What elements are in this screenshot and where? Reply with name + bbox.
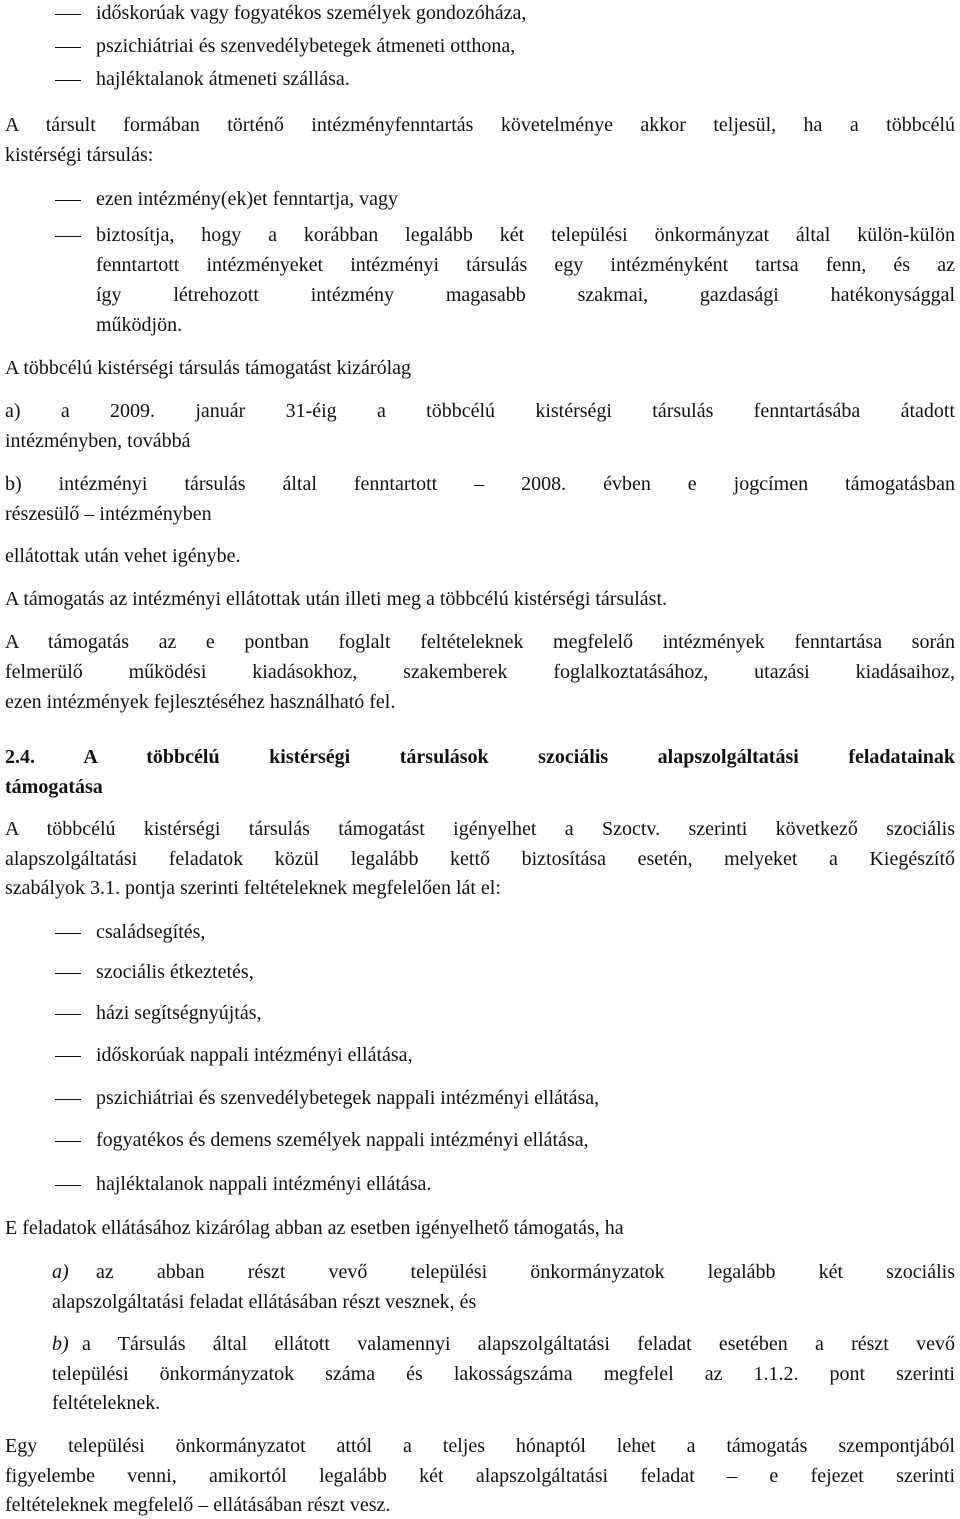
paragraph-line: Egy települési önkormányzatot attól a teljes hónaptól lehet a támogatás szempontjából: [5, 1435, 955, 1457]
list-item-line: működjön.: [96, 314, 183, 336]
condition-line: alapszolgáltatási feladat ellátásában részt vesznek, és: [52, 1291, 477, 1313]
condition-line: települési önkormányzatok száma és lakosságszáma megfelel az 1.1.2. pont szerinti: [52, 1363, 955, 1385]
item-b-line: részesülő – intézményben: [5, 503, 212, 525]
paragraph-line: A támogatás az e pontban foglalt feltételeknek megfelelő intézmények fenntartása során: [5, 631, 955, 653]
paragraph-line: feltételeknek megfelelő – ellátásában részt vesz.: [5, 1494, 391, 1516]
heading-line: 2.4. A többcélú kistérségi társulások szociális alapszolgáltatási feladatainak: [5, 746, 955, 768]
condition-marker: a): [52, 1261, 69, 1283]
dash-bullet: [55, 1099, 81, 1100]
condition-marker: b): [52, 1333, 69, 1355]
item-b-line: b) intézményi társulás által fenntartott – 2008. évben e jogcímen támogatásban: [5, 473, 955, 495]
paragraph-line: A támogatás az intézményi ellátottak után illeti meg a többcélú kistérségi társulást.: [5, 588, 668, 610]
list-item: szociális étkeztetés,: [96, 961, 254, 983]
dash-bullet: [55, 1014, 81, 1015]
list-item: időskorúak nappali intézményi ellátása,: [96, 1044, 413, 1066]
condition-line: feltételeknek.: [52, 1392, 161, 1414]
list-item-line: biztosítja, hogy a korábban legalább két települési önkormányzat által külön-külön: [96, 224, 955, 246]
dash-bullet: [55, 973, 81, 974]
paragraph-line: A többcélú kistérségi társulás támogatást igényelhet a Szoctv. szerinti következő szociális: [5, 818, 955, 840]
paragraph-line: E feladatok ellátásához kizárólag abban az esetben igényelhető támogatás, ha: [5, 1217, 624, 1239]
dash-bullet: [55, 236, 81, 237]
dash-bullet: [55, 1185, 81, 1186]
item-a-line: intézményben, továbbá: [5, 430, 191, 452]
list-item: időskorúak vagy fogyatékos személyek gondozóháza,: [96, 2, 527, 24]
list-item-line: fenntartott intézményeket intézményi társulás egy intézményként tartsa fenn, és az: [96, 254, 955, 276]
item-a-line: a) a 2009. január 31-éig a többcélú kistérségi társulás fenntartásába átadott: [5, 400, 955, 422]
list-item-line: így létrehozott intézmény magasabb szakmai, gazdasági hatékonysággal: [96, 284, 955, 306]
paragraph-line: felmerülő működési kiadásokhoz, szakemberek foglalkoztatásához, utazási kiadásaihoz,: [5, 661, 955, 683]
list-item: pszichiátriai és szenvedélybetegek átmeneti otthona,: [96, 35, 516, 57]
paragraph-line: szabályok 3.1. pontja szerinti feltételeknek megfelelően lát el:: [5, 877, 501, 899]
paragraph-line: ellátottak után vehet igénybe.: [5, 545, 241, 567]
condition-line: az abban részt vevő települési önkormányzatok legalább két szociális: [96, 1261, 955, 1283]
list-item: házi segítségnyújtás,: [96, 1002, 262, 1024]
dash-bullet: [55, 47, 81, 48]
list-item: hajléktalanok nappali intézményi ellátása.: [96, 1173, 432, 1195]
paragraph-line: alapszolgáltatási feladatok közül legalább kettő biztosítása esetén, melyeket a Kiegészítő: [5, 848, 955, 870]
paragraph-line: figyelembe venni, amikortól legalább két alapszolgáltatási feladat – e fejezet szerinti: [5, 1465, 955, 1487]
dash-bullet: [55, 1056, 81, 1057]
list-item: ezen intézmény(ek)et fenntartja, vagy: [96, 188, 399, 210]
paragraph-line: kistérségi társulás:: [5, 144, 154, 166]
list-item: családsegítés,: [96, 921, 206, 943]
paragraph-line: A társult formában történő intézményfenntartás követelménye akkor teljesül, ha a többcélú: [5, 114, 955, 136]
dash-bullet: [55, 1141, 81, 1142]
list-item: hajléktalanok átmeneti szállása.: [96, 68, 350, 90]
dash-bullet: [55, 14, 81, 15]
heading-line: támogatása: [5, 776, 103, 798]
dash-bullet: [55, 80, 81, 81]
list-item: fogyatékos és demens személyek nappali intézményi ellátása,: [96, 1129, 589, 1151]
paragraph-line: ezen intézmények fejlesztéséhez használható fel.: [5, 691, 396, 713]
list-item: pszichiátriai és szenvedélybetegek nappali intézményi ellátása,: [96, 1087, 600, 1109]
dash-bullet: [55, 933, 81, 934]
paragraph-line: A többcélú kistérségi társulás támogatást kizárólag: [5, 357, 411, 379]
dash-bullet: [55, 200, 81, 201]
condition-line: a Társulás által ellátott valamennyi alapszolgáltatási feladat esetében a részt vevő: [82, 1333, 955, 1355]
